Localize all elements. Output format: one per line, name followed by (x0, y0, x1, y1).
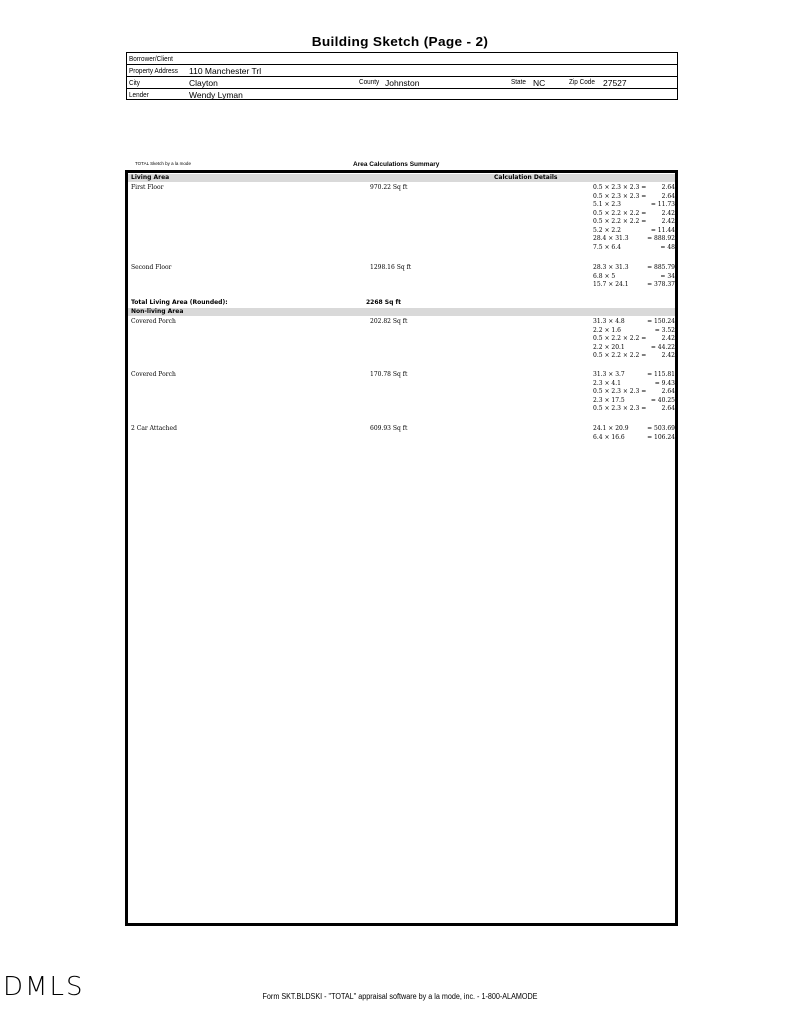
calc-expr: 31.3 × 3.7 (593, 371, 625, 378)
calc-details-label: Calculation Details (494, 174, 558, 181)
living-area-header (128, 174, 675, 182)
form-footer: Form SKT.BLDSKI - "TOTAL" appraisal software by a la mode, inc. - 1-800-ALAMODE (262, 992, 538, 1001)
calc-result: 2.64 (661, 192, 675, 200)
calc-result: = 503.69 (647, 425, 675, 432)
calc-expr: 0.5 × 2.2 × 2.2 = (593, 209, 647, 217)
calc-line (593, 193, 675, 201)
calc-result: = 11.44 (650, 226, 675, 234)
calc-line (593, 227, 675, 235)
calc-line (593, 273, 675, 281)
calc-line (593, 281, 675, 289)
calc-result: 2.42 (661, 218, 675, 225)
calc-line (593, 244, 675, 252)
calc-result: = 150.24 (647, 318, 675, 325)
calc-expr: 0.5 × 2.3 × 2.3 = (593, 192, 647, 200)
calc-line (593, 388, 675, 396)
area-name: 2 Car Attached (131, 425, 177, 432)
address-row (127, 65, 677, 77)
area-name: First Floor (131, 184, 164, 191)
calc-result: 2.42 (661, 352, 675, 359)
calc-result: 2.64 (661, 388, 675, 395)
total-living-label: Total Living Area (Rounded): (131, 299, 228, 306)
calc-result: = 3.52 (654, 326, 675, 334)
area-name: Covered Porch (131, 318, 176, 325)
city-label: City (129, 78, 140, 87)
calc-expr: 0.5 × 2.3 × 2.3 = (593, 388, 647, 395)
calc-result: 2.64 (661, 405, 675, 412)
page-title: Building Sketch (Page - 2) (311, 34, 489, 49)
county-value: Johnston (385, 78, 420, 88)
calc-expr: 2.3 × 4.1 (593, 379, 621, 387)
city-row (127, 77, 677, 89)
calc-result: = 885.79 (647, 264, 675, 271)
calc-line (593, 344, 675, 352)
calc-result: = 40.25 (650, 396, 675, 404)
calc-line (593, 264, 675, 272)
summary-title: Area Calculations Summary (353, 161, 440, 168)
calc-result: = 378.37 (647, 281, 675, 288)
calc-line (593, 335, 675, 343)
calc-line (593, 327, 675, 335)
calc-result: 2.64 (661, 184, 675, 191)
calc-expr: 2.3 × 17.5 (593, 396, 625, 404)
lender-row (127, 89, 677, 101)
calc-line (593, 434, 675, 442)
calc-expr: 2.2 × 20.1 (593, 343, 625, 351)
calc-expr: 5.1 × 2.3 (593, 201, 621, 208)
calc-expr: 0.5 × 2.3 × 2.3 = (593, 184, 647, 191)
zip-value: 27527 (603, 78, 627, 88)
calc-line (593, 210, 675, 218)
area-value: 202.82 Sq ft (370, 318, 408, 325)
calc-expr: 6.4 × 16.6 (593, 433, 625, 441)
dmls-watermark: DMLS (3, 972, 85, 1002)
area-value: 609.93 Sq ft (370, 425, 408, 432)
calc-expr: 15.7 × 24.1 (593, 281, 629, 288)
area-value: 970.22 Sq ft (370, 184, 408, 191)
calc-line (593, 201, 675, 209)
calc-result: 2.42 (661, 209, 675, 217)
calc-line (593, 425, 675, 433)
calc-expr: 2.2 × 1.6 (593, 326, 621, 334)
calc-line (593, 352, 675, 360)
area-value: 1298.16 Sq ft (370, 264, 412, 271)
area-value: 170.78 Sq ft (370, 371, 408, 378)
state-value: NC (533, 78, 546, 88)
calc-line (593, 235, 675, 243)
calc-line (593, 405, 675, 413)
borrower-label: Borrower/Client (129, 54, 173, 63)
calc-result: = 9.43 (654, 379, 675, 387)
calc-expr: 7.5 × 6.4 (593, 243, 621, 251)
total-living-value: 2268 Sq ft (366, 299, 401, 306)
lender-label: Lender (129, 90, 149, 99)
calc-expr: 24.1 × 20.9 (593, 425, 629, 432)
nonliving-area-header (128, 308, 675, 316)
calc-result: = 115.81 (647, 371, 675, 378)
calc-expr: 6.8 × 5 (593, 272, 616, 280)
calc-result: = 106.24 (647, 433, 675, 441)
lender-value: Wendy Lyman (189, 90, 243, 100)
calc-expr: 0.5 × 2.2 × 2.2 = (593, 352, 647, 359)
property-info-table (126, 52, 678, 100)
calc-line (593, 371, 675, 379)
area-name: Second Floor (131, 264, 172, 271)
calc-expr: 5.2 × 2.2 (593, 226, 621, 234)
calc-line (593, 380, 675, 388)
calc-line (593, 318, 675, 326)
calc-expr: 0.5 × 2.3 × 2.3 = (593, 405, 647, 412)
calc-result: = 888.92 (647, 235, 675, 242)
calc-result: = 11.73 (650, 201, 675, 208)
calc-result: = 48 (660, 243, 675, 251)
borrower-row (127, 53, 677, 65)
calc-expr: 28.3 × 31.3 (593, 264, 629, 271)
address-value: 110 Manchester Trl (189, 66, 262, 76)
city-value: Clayton (189, 78, 218, 88)
area-name: Covered Porch (131, 371, 176, 378)
calc-expr: 0.5 × 2.2 × 2.2 = (593, 218, 647, 225)
software-note: TOTAL Sketch by a la mode (135, 161, 191, 166)
calc-expr: 31.3 × 4.8 (593, 318, 625, 325)
calc-line (593, 218, 675, 226)
calc-line (593, 397, 675, 405)
calc-line (593, 184, 675, 192)
calc-expr: 0.5 × 2.2 × 2.2 = (593, 335, 647, 342)
state-label: State (511, 77, 526, 86)
calc-expr: 28.4 × 31.3 (593, 235, 629, 242)
calc-result: 2.42 (661, 335, 675, 342)
nonliving-area-label: Non-living Area (131, 308, 184, 315)
calc-result: = 34 (660, 272, 675, 280)
living-area-label: Living Area (131, 174, 170, 181)
county-label: County (359, 77, 380, 86)
address-label: Property Address (129, 66, 178, 75)
zip-label: Zip Code (569, 77, 595, 86)
calc-result: = 44.22 (650, 343, 675, 351)
